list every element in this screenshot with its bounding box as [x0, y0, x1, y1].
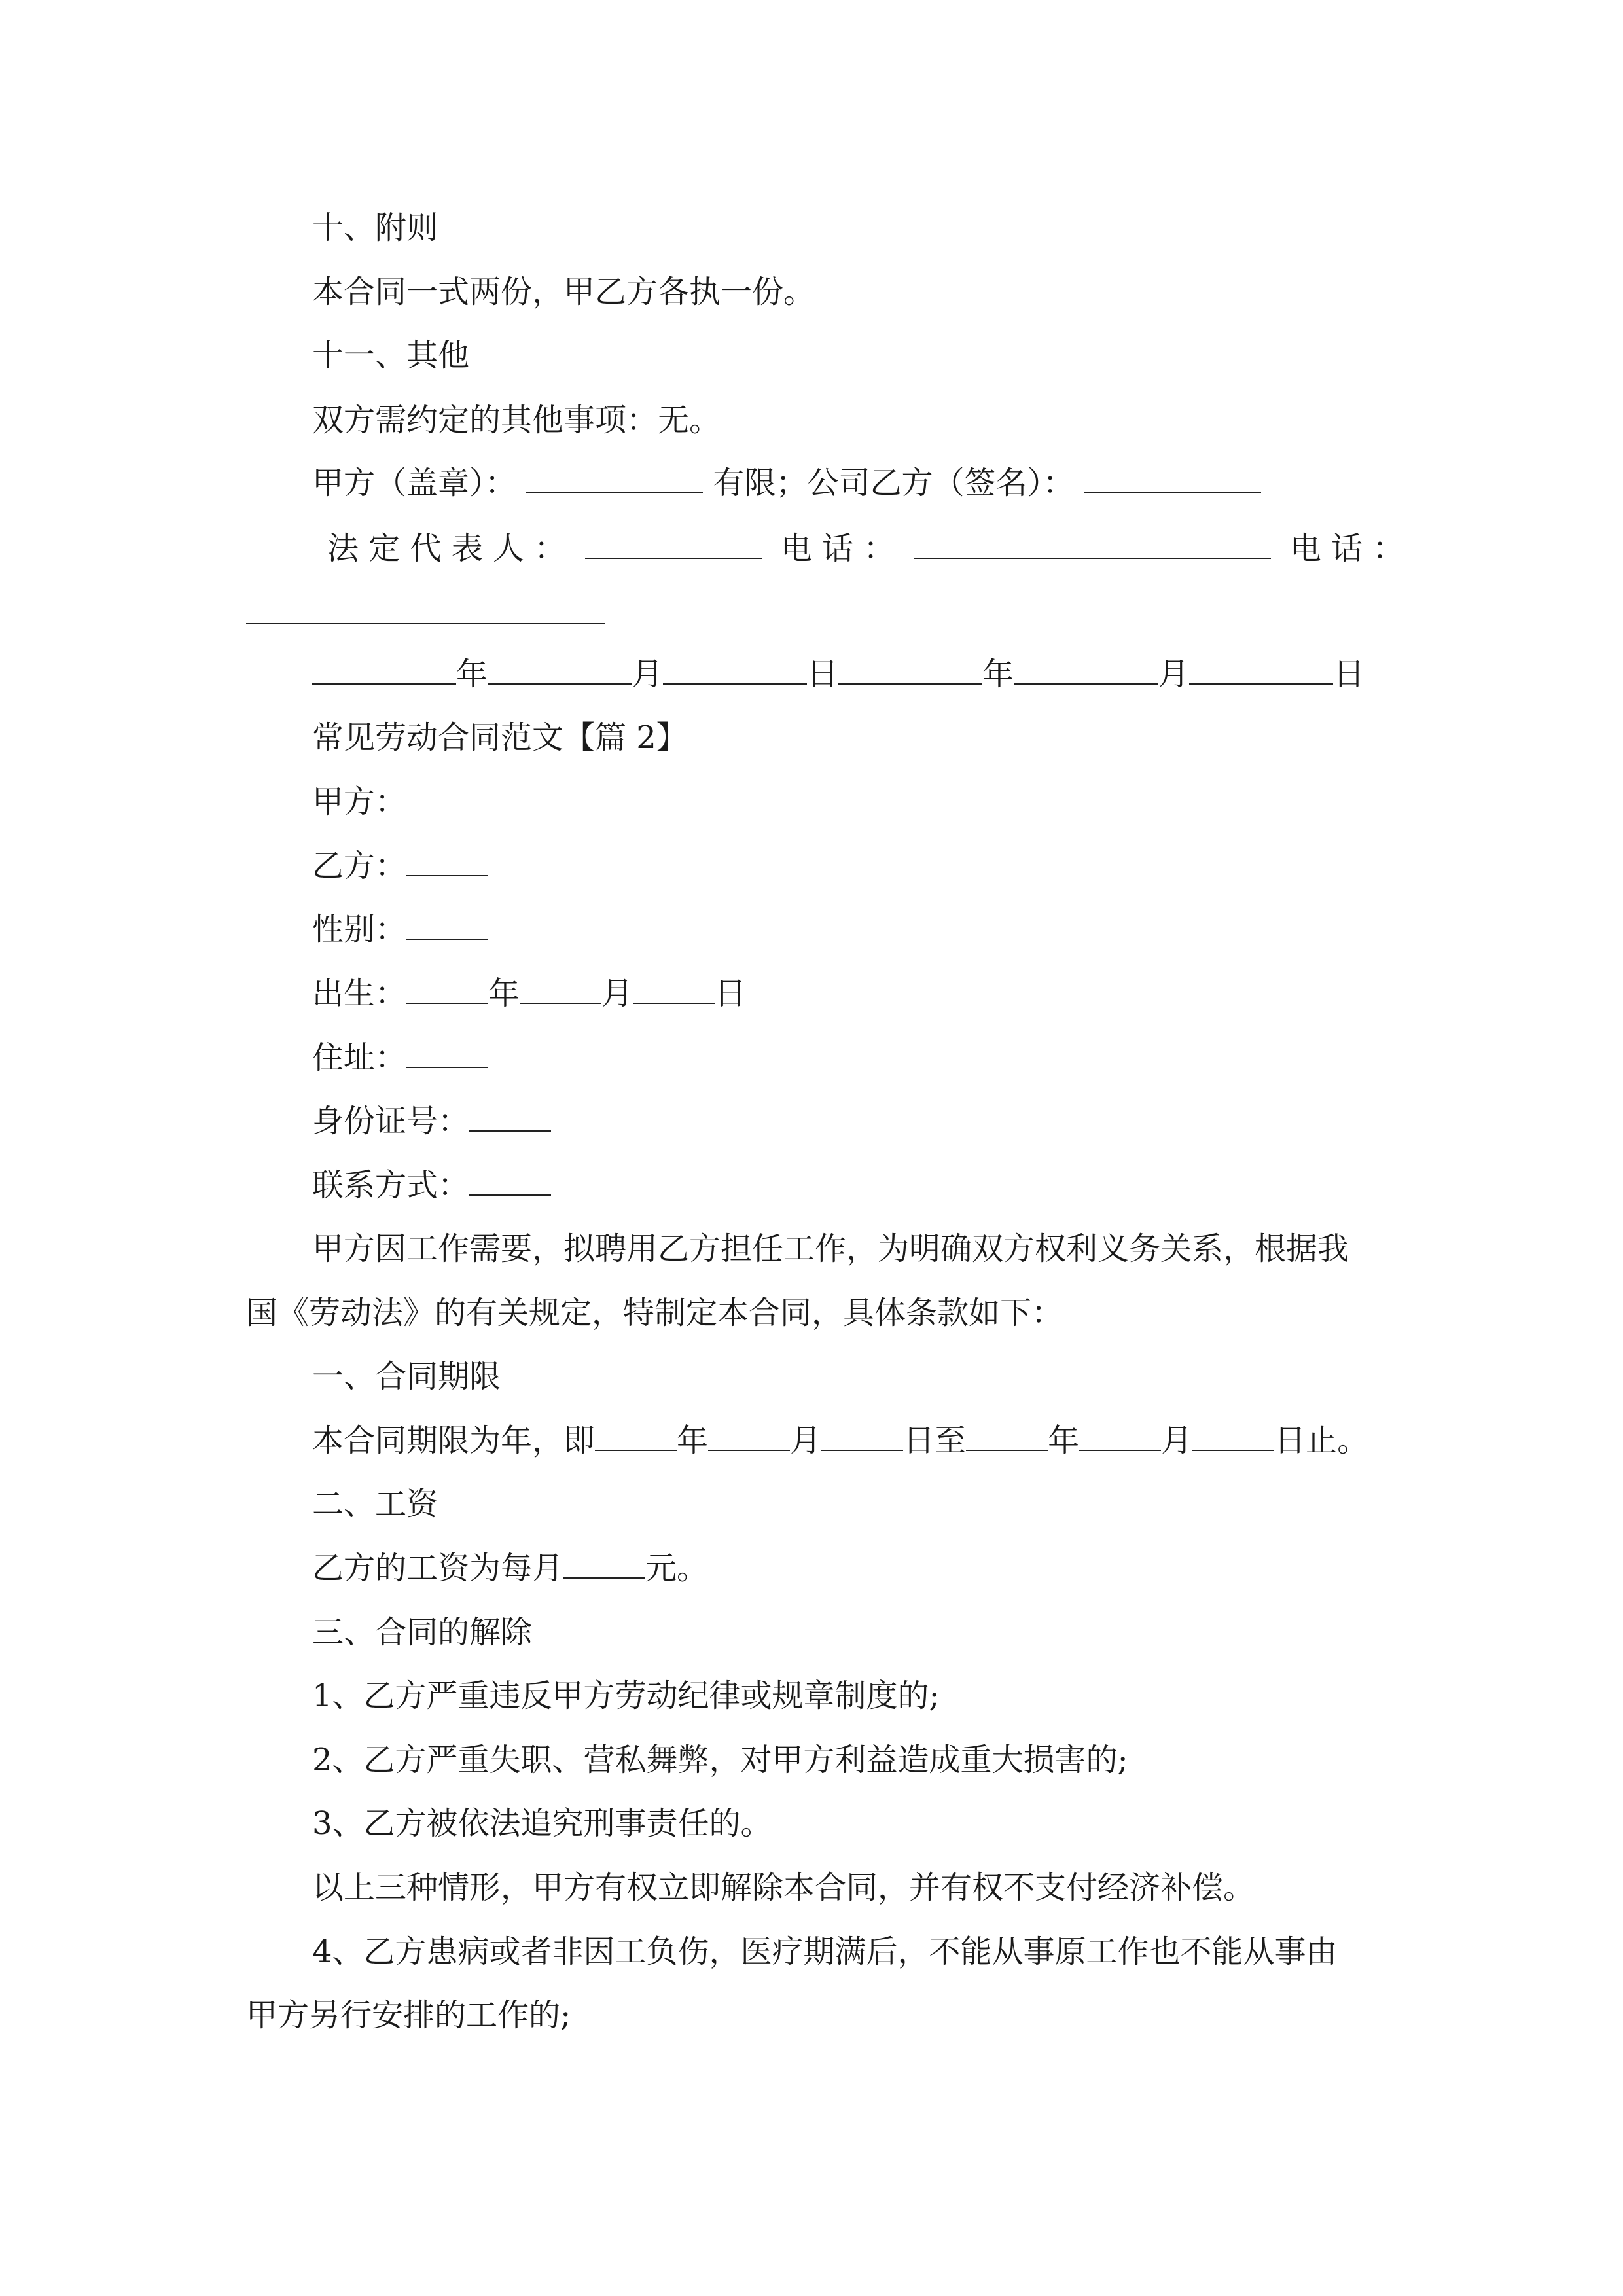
- birth-month-blank[interactable]: [520, 974, 601, 1004]
- date-b-month-label: 月: [1158, 656, 1190, 692]
- contact-line: [312, 1166, 551, 1205]
- heading-contract-term: 一、合同期限: [312, 1358, 501, 1395]
- date-a-year-label: 年: [456, 656, 488, 692]
- date-b-year-blank[interactable]: [838, 655, 982, 685]
- paragraph-other-matters: 双方需约定的其他事项：无。: [312, 402, 721, 439]
- party-b-line: [312, 846, 488, 886]
- salary-prefix: 乙方的工资为每月: [312, 1550, 564, 1587]
- term-start-month-label: 月: [790, 1422, 822, 1459]
- id-number-line: [312, 1102, 551, 1141]
- term-end-year-blank[interactable]: [966, 1421, 1048, 1451]
- term-end-month-blank[interactable]: [1079, 1421, 1161, 1451]
- term-start-month-blank[interactable]: [708, 1421, 790, 1451]
- birth-year-label: 年: [488, 975, 520, 1012]
- birth-line: [312, 974, 746, 1013]
- termination-item-1: 1、乙方严重违反甲方劳动纪律或规章制度的;: [312, 1677, 940, 1714]
- termination-item-3: 3、乙方被依法追究刑事责任的。: [312, 1805, 772, 1842]
- date-line: [312, 655, 1364, 694]
- party-b-label: 乙方：: [312, 848, 407, 884]
- salary-suffix: 元。: [645, 1550, 709, 1587]
- term-end-month-label: 月: [1161, 1422, 1193, 1459]
- birth-label: 出生：: [312, 975, 407, 1012]
- signature-line-parties: [312, 463, 1261, 503]
- termination-summary: 以上三种情形，甲方有权立即解除本合同，并有权不支付经济补偿。: [312, 1869, 1255, 1906]
- date-b-month-blank[interactable]: [1014, 655, 1158, 685]
- phone-label-a: 电 话 ：: [780, 530, 895, 567]
- contract-title: 常见劳动合同范文【篇 2】: [312, 719, 688, 756]
- date-a-year-blank[interactable]: [312, 655, 456, 685]
- heading-other: 十一、其他: [312, 337, 470, 374]
- birth-month-label: 月: [601, 975, 633, 1012]
- intro-paragraph-line-1: 甲方因工作需要，拟聘用乙方担任工作，为明确双方权利义务关系，根据我: [312, 1230, 1349, 1267]
- address-line: [312, 1038, 488, 1077]
- termination-item-4-line-1: 4、乙方患病或者非因工负伤，医疗期满后，不能从事原工作也不能从事由: [312, 1933, 1338, 1970]
- date-b-year-label: 年: [982, 656, 1014, 692]
- term-start-year-blank[interactable]: [595, 1421, 677, 1451]
- phone-label-b: 电 话 ：: [1289, 530, 1404, 567]
- party-b-sign-blank[interactable]: [1084, 463, 1261, 493]
- gender-label: 性别：: [312, 911, 407, 948]
- contract-term-line: [312, 1421, 1368, 1460]
- intro-paragraph-line-2: 国《劳动法》的有关规定，特制定本合同，具体条款如下：: [246, 1295, 1063, 1331]
- phone-blank-a[interactable]: [914, 529, 1271, 559]
- paragraph-copies: 本合同一式两份，甲乙方各执一份。: [312, 274, 815, 310]
- term-start-day-blank[interactable]: [821, 1421, 903, 1451]
- date-a-month-blank[interactable]: [488, 655, 632, 685]
- birth-year-blank[interactable]: [406, 974, 488, 1004]
- birth-day-blank[interactable]: [633, 974, 715, 1004]
- gender-line: [312, 910, 488, 949]
- term-prefix: 本合同期限为年，即: [312, 1422, 596, 1459]
- termination-item-4-line-2: 甲方另行安排的工作的;: [246, 1997, 571, 2034]
- term-end-day-blank[interactable]: [1192, 1421, 1274, 1451]
- date-a-day-blank[interactable]: [663, 655, 807, 685]
- legal-rep-label: 法 定 代 表 人 ：: [327, 530, 566, 567]
- term-end-year-label: 年: [1048, 1422, 1080, 1459]
- date-b-day-label: 日: [1333, 656, 1365, 692]
- date-b-day-blank[interactable]: [1189, 655, 1333, 685]
- address-label: 住址：: [312, 1039, 407, 1076]
- contact-blank[interactable]: [469, 1166, 551, 1196]
- term-to-label: 日至: [903, 1422, 967, 1459]
- term-start-year-label: 年: [677, 1422, 709, 1459]
- party-b-blank[interactable]: [406, 846, 488, 876]
- heading-termination: 三、合同的解除: [312, 1614, 533, 1651]
- id-number-blank[interactable]: [469, 1102, 551, 1132]
- party-a-seal-blank[interactable]: [526, 463, 703, 493]
- party-a-label: 甲方：: [312, 783, 407, 820]
- salary-blank[interactable]: [563, 1549, 645, 1579]
- phone-blank-b[interactable]: [246, 623, 605, 624]
- birth-day-label: 日: [715, 975, 747, 1012]
- contact-label: 联系方式：: [312, 1167, 470, 1204]
- termination-item-2: 2、乙方严重失职、营私舞弊，对甲方利益造成重大损害的;: [312, 1742, 1128, 1778]
- heading-supplementary: 十、附则: [312, 209, 438, 246]
- salary-line: [312, 1549, 708, 1588]
- address-blank[interactable]: [406, 1038, 488, 1068]
- heading-salary: 二、工资: [312, 1486, 438, 1522]
- date-a-month-label: 月: [632, 656, 664, 692]
- legal-rep-phone-line: [327, 529, 1404, 568]
- party-b-sign-label: 有限；公司乙方（签名）：: [713, 465, 1075, 501]
- party-a-seal-label: 甲方（盖章）：: [312, 465, 517, 501]
- date-a-day-label: 日: [807, 656, 839, 692]
- term-end-label: 日止。: [1274, 1422, 1369, 1459]
- id-number-label: 身份证号：: [312, 1103, 470, 1139]
- gender-blank[interactable]: [406, 910, 488, 940]
- legal-rep-blank[interactable]: [585, 529, 762, 559]
